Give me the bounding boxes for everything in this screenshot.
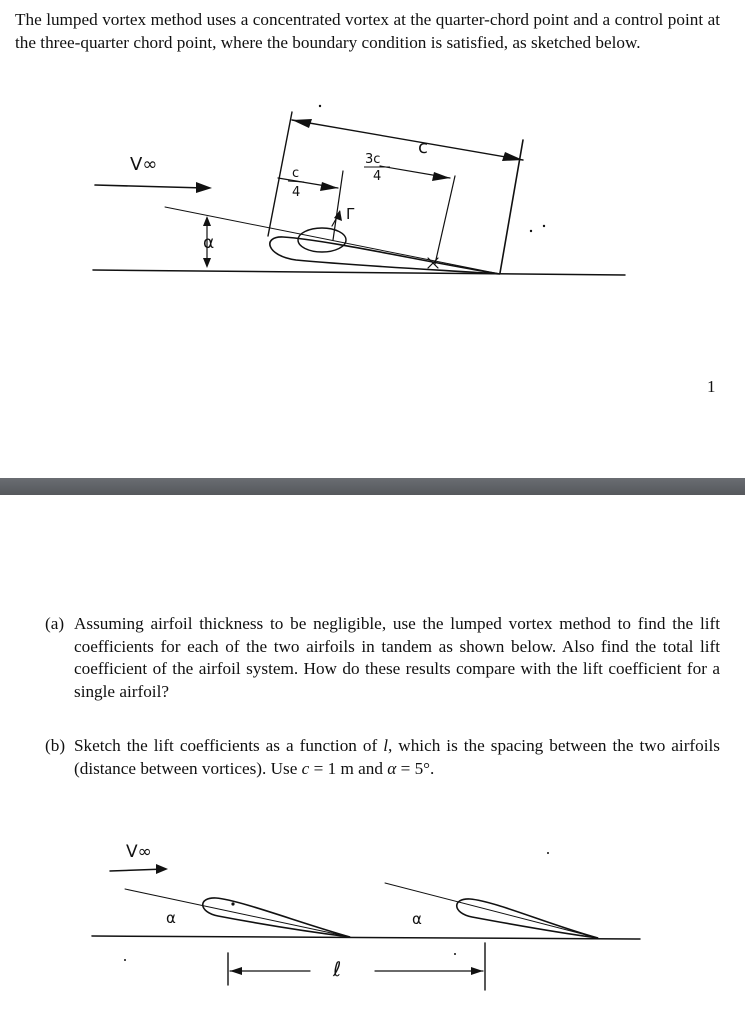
freestream-label-2: V∞ — [126, 842, 152, 862]
variable-alpha: α — [387, 758, 397, 778]
question-b-text: Sketch the lift coefficients as a function of l, which is the spacing between the two airfoils (distance between vortices). Use c = 1 m and α = 5°. — [74, 736, 720, 778]
freestream-label: V∞ — [130, 154, 158, 175]
alpha-label-2: α — [412, 910, 422, 928]
quarter-chord-denominator: 4 — [292, 185, 301, 200]
intro-paragraph: The lumped vortex method uses a concentrated vortex at the quarter-chord point and a control point at the three-quarter chord point, where the boundary condition is satisfied, as sketched below. — [15, 10, 720, 52]
page-bottom — [0, 495, 745, 1024]
question-a-label: (a) — [45, 614, 65, 633]
three-quarter-denominator: 4 — [373, 169, 382, 184]
page-number: 1 — [707, 377, 716, 396]
variable-l: l — [383, 736, 388, 755]
vortex-strength-label: Γ — [346, 205, 355, 223]
tandem-airfoils-figure — [0, 825, 745, 1024]
lumped-vortex-figure — [0, 0, 745, 300]
question-a-text: Assuming airfoil thickness to be negligible, use the lumped vortex method to find the lift coefficients for each of the two airfoils in tandem as shown below. Also find the total lift coefficient of the airfoil system. How do these results compare with the lift coefficient for a single airfoil? — [74, 614, 720, 701]
three-quarter-numerator: 3c — [365, 152, 381, 167]
question-b-label: (b) — [45, 736, 66, 755]
variable-c: c — [301, 758, 310, 778]
spacing-label: ℓ — [333, 957, 342, 981]
alpha-label: α — [203, 233, 215, 253]
question-a — [45, 613, 720, 703]
chord-label: c — [418, 137, 428, 158]
page-separator — [0, 478, 745, 495]
quarter-chord-numerator: c — [292, 166, 300, 181]
page-top — [0, 0, 745, 478]
alpha-label-1: α — [166, 909, 176, 927]
question-b — [45, 735, 720, 780]
